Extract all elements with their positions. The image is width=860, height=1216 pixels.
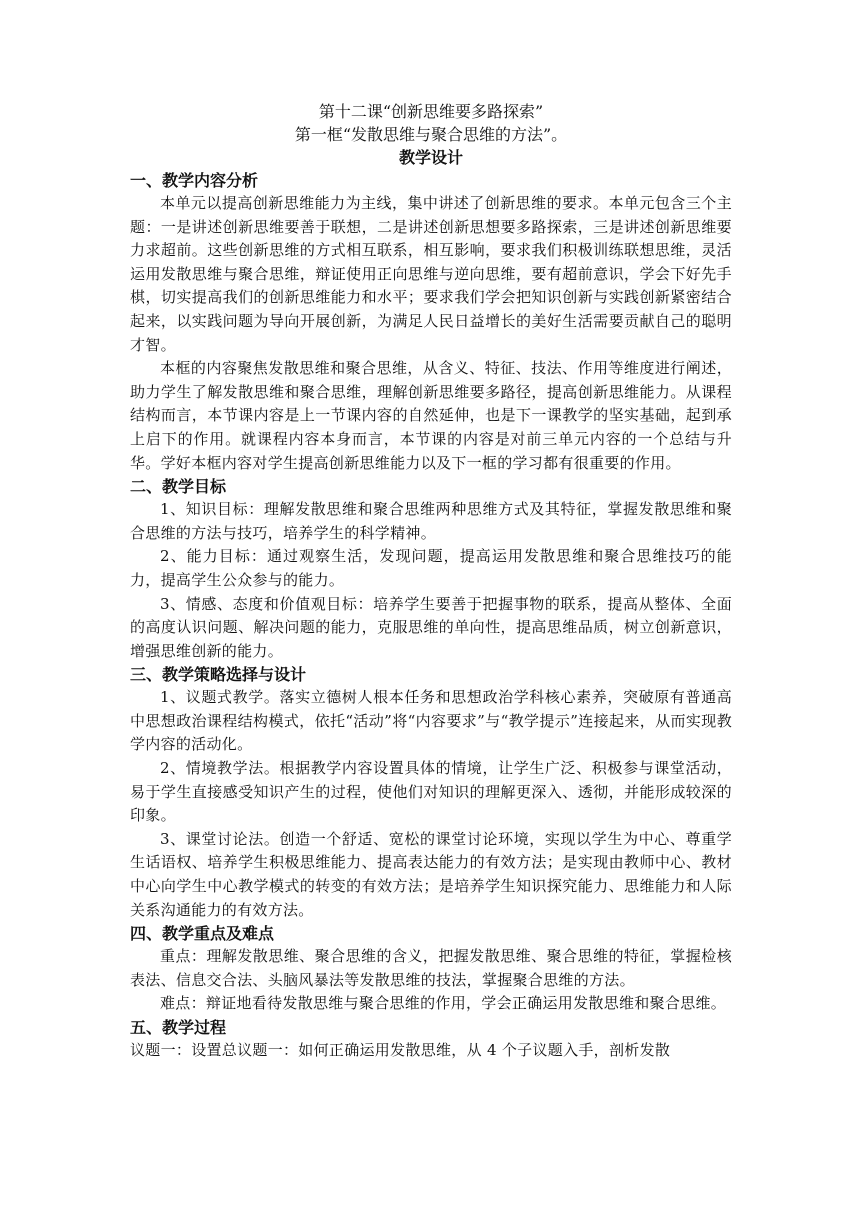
- lesson-title: 第十二课“创新思维要多路探索”: [318, 102, 544, 121]
- paragraph: 本单元以提高创新思维能力为主线，集中讲述了创新思维的要求。本单元包含三个主题：一是讲述创新思维要善于联想，二是讲述创新思想要多路探索，三是讲述创新思维要力求超前。这些创新思维的方式相互联系，相互影响，要求我们积极训练联想思维，灵活运用发散思维与聚合思维，辩证使用正向思维与逆向思维，要有超前意识，学会下好先手棋，切实提高我们的创新思维能力和水平；要求我们学会把知识创新与实践创新紧密结合起来，以实践问题为导向开展创新，为满足人民日益增长的美好生活需要贡献自己的聪明才智。: [130, 194, 732, 354]
- paragraph: 2、情境教学法。根据教学内容设置具体的情境，让学生广泛、积极参与课堂活动，易于学生直接感受知识产生的过程，使他们对知识的理解更深入、透彻，并能形成较深的印象。: [130, 759, 732, 825]
- paragraph: 3、课堂讨论法。创造一个舒适、宽松的课堂讨论环境，实现以学生为中心、尊重学生话语权、培养学生积极思维能力、提高表达能力的有效方法；是实现由教师中心、教材中心向学生中心教学模式的转变的有效方法；是培养学生知识探究能力、思维能力和人际关系沟通能力的有效方法。: [130, 829, 732, 919]
- section-heading-key-points: 四、教学重点及难点: [130, 924, 275, 944]
- paragraph: 3、情感、态度和价值观目标：培养学生要善于把握事物的联系，提高从整体、全面的高度认识问题、解决问题的能力，克服思维的单向性，提高思维品质，树立创新意识，增强思维创新的能力。: [130, 594, 732, 660]
- paragraph: 重点：理解发散思维、聚合思维的含义，把握发散思维、聚合思维的特征，掌握检核表法、信息交合法、头脑风暴法等发散思维的技法，掌握聚合思维的方法。: [130, 947, 732, 989]
- paragraph: 议题一：设置总议题一：如何正确运用发散思维，从 4 个子议题入手，剖析发散: [130, 1041, 671, 1059]
- paragraph: 1、议题式教学。落实立德树人根本任务和思想政治学科核心素养，突破原有普通高中思想政治课程结构模式，依托“活动”将“内容要求”与“教学提示”连接起来，从而实现教学内容的活动化。: [130, 688, 732, 754]
- paragraph: 难点：辩证地看待发散思维与聚合思维的作用，学会正确运用发散思维和聚合思维。: [160, 994, 727, 1013]
- section-heading-objectives: 二、教学目标: [130, 477, 227, 497]
- document-heading: 教学设计: [398, 148, 463, 167]
- paragraph: 2、能力目标：通过观察生活，发现问题，提高运用发散思维和聚合思维技巧的能力，提高学生公众参与的能力。: [130, 547, 732, 589]
- section-heading-process: 五、教学过程: [130, 1018, 227, 1037]
- paragraph: 本框的内容聚焦发散思维和聚合思维，从含义、特征、技法、作用等维度进行阐述，助力学生了解发散思维和聚合思维，理解创新思维要多路径，提高创新思维能力。从课程结构而言，本节课内容是上一节课内容的自然延伸，也是下一课教学的坚实基础，起到承上启下的作用。就课程内容本身而言，本节课的内容是对前三单元内容的一个总结与升华。学好本框内容对学生提高创新思维能力以及下一框的学习都有很重要的作用。: [130, 359, 732, 472]
- document-page: [130, 100, 732, 1063]
- section-heading-content-analysis: 一、教学内容分析: [130, 171, 259, 190]
- section-subtitle: 第一框“发散思维与聚合思维的方法”。: [294, 125, 568, 144]
- section-heading-strategy: 三、教学策略选择与设计: [130, 665, 307, 685]
- paragraph: 1、知识目标：理解发散思维和聚合思维两种思维方式及其特征，掌握发散思维和聚合思维的方法与技巧，培养学生的科学精神。: [130, 500, 732, 542]
